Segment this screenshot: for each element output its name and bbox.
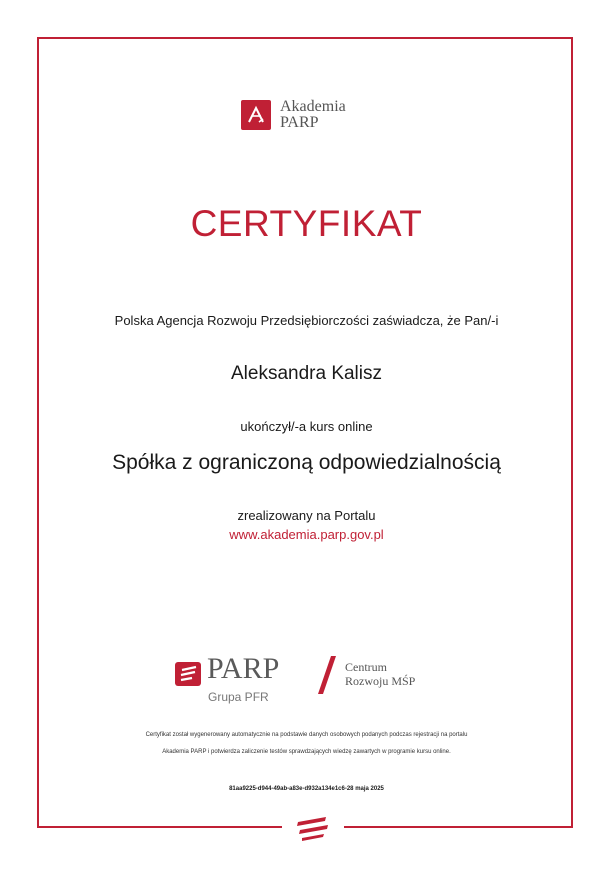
centrum-rozwoju-msp-logo — [345, 660, 415, 688]
realized-text: zrealizowany na Portalu — [237, 508, 376, 523]
parp-name: PARP — [207, 652, 280, 685]
pfr-mark-icon — [294, 815, 330, 841]
statement-text: Polska Agencja Rozwoju Przedsiębiorczości zaświadcza, że Pan/-i — [114, 313, 499, 328]
centrum-line-2: Rozwoju MŚP — [345, 674, 416, 688]
akademia-parp-logo-icon — [241, 100, 271, 130]
course-name: Spółka z ograniczoną odpowiedzialnością — [112, 451, 501, 474]
footer-note-line-2: Akademia PARP i potwierdza zaliczenie testów sprawdzających wiedzę zawartych w programie kursu online. — [162, 749, 451, 755]
parp-logo-icon — [175, 662, 201, 686]
certificate-title: CERTYFIKAT — [190, 203, 423, 244]
akademia-parp-logo — [241, 99, 346, 131]
logo-text — [280, 99, 346, 131]
parp-group: Grupa PFR — [208, 690, 269, 704]
certificate-code: 81aa9225-d944-49ab-a83e-d932a134e1c6-28 maja 2025 — [229, 786, 384, 792]
logo-line-1: Akademia — [280, 98, 346, 115]
footer-note-line-1: Certyfikat został wygenerowany automatycznie na podstawie danych osobowych podanych podczas rejestracji na portalu — [145, 732, 468, 738]
completed-text: ukończył/-a kurs online — [240, 419, 373, 434]
logo-line-2: PARP — [280, 114, 319, 131]
person-name: Aleksandra Kalisz — [230, 363, 383, 384]
centrum-line-1: Centrum — [345, 660, 387, 674]
slash-icon — [317, 654, 337, 696]
portal-link[interactable]: www.akademia.parp.gov.pl — [229, 527, 384, 542]
partner-logos — [175, 650, 455, 710]
